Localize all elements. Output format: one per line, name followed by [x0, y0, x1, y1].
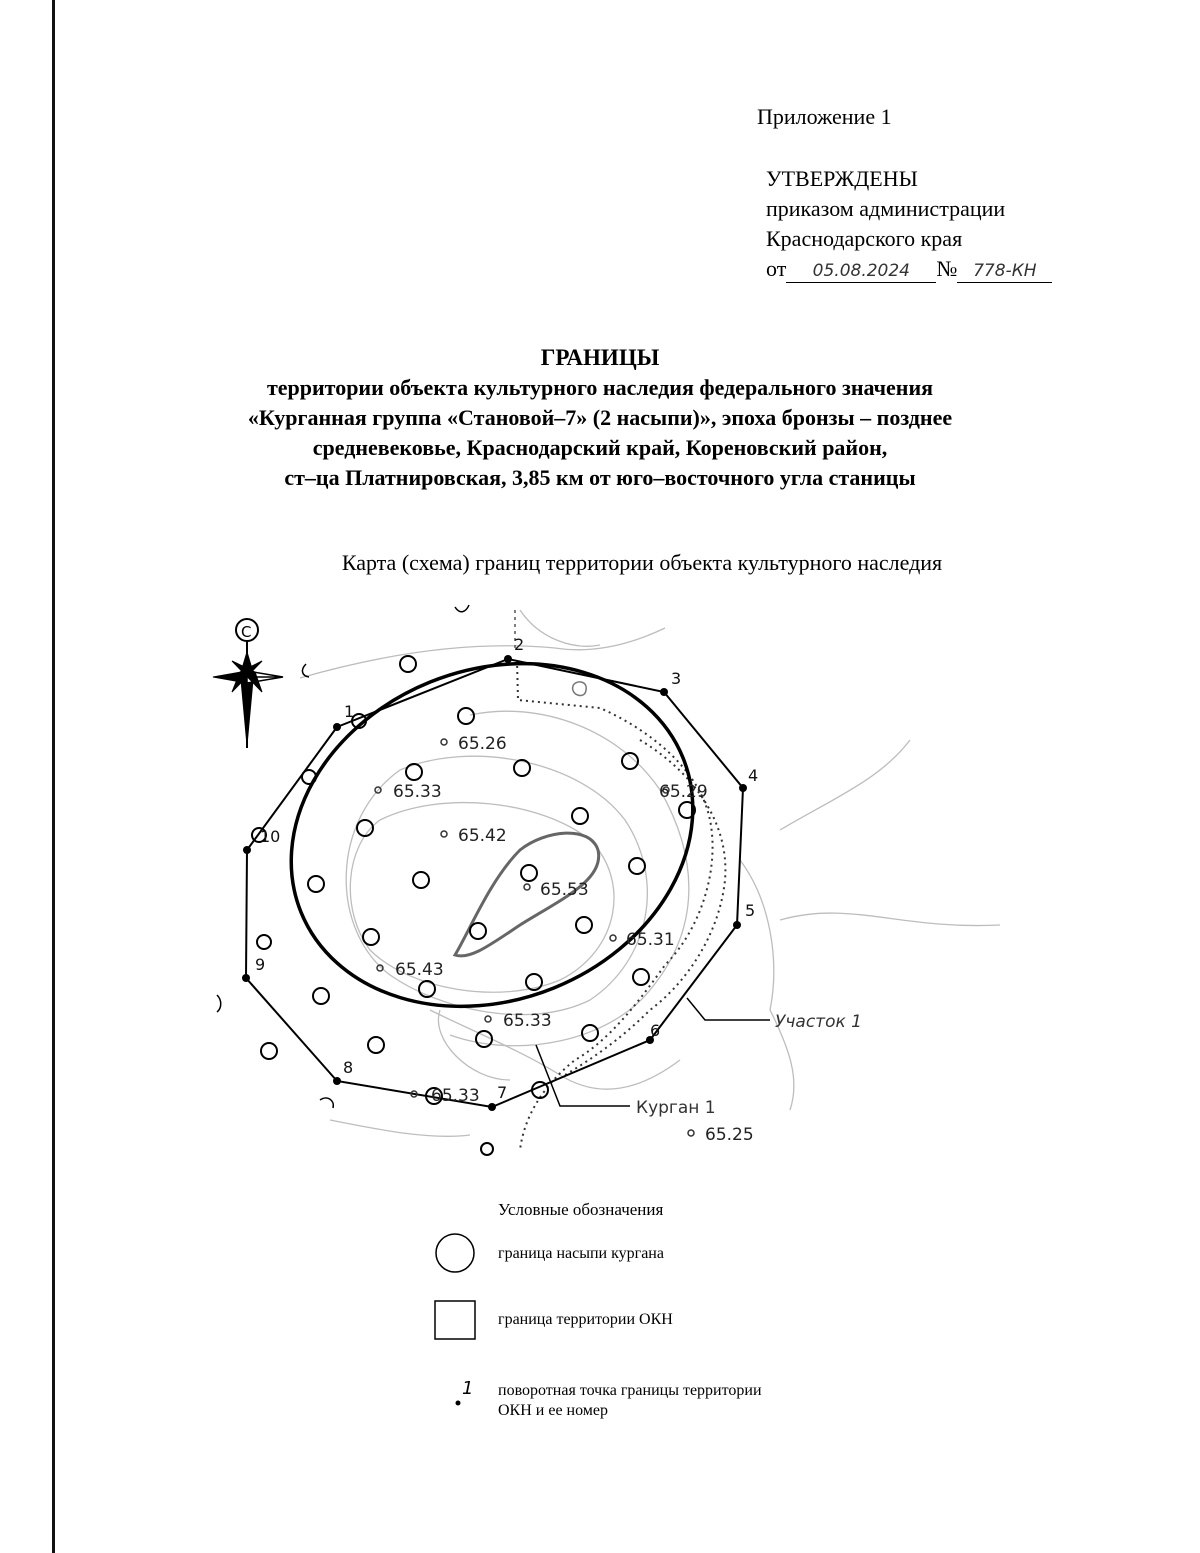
- edge-fragment-top: [455, 605, 469, 612]
- title-line-1: территории объекта культурного наследия федерального значения: [266, 375, 934, 400]
- survey-markers: [252, 656, 695, 1155]
- point-label-1: 1: [344, 702, 355, 721]
- compass-letter: С: [241, 623, 252, 641]
- title-heading: ГРАНИЦЫ: [540, 345, 660, 370]
- legend-title: Условные обозначения: [498, 1200, 664, 1219]
- elevation-7: 65.43: [395, 960, 444, 980]
- elevation-2: 65.33: [393, 782, 442, 802]
- mound-annotation: Курган 1: [636, 1098, 716, 1118]
- elevation-5: 65.53: [540, 880, 589, 900]
- elevation-3: 65.29: [659, 782, 708, 802]
- legend-turning-point-line-2: ОКН и ее номер: [498, 1402, 609, 1419]
- edge-fragment-far-left: [217, 995, 221, 1012]
- area-annotation: Участок 1: [775, 1012, 862, 1032]
- elevation-6: 65.31: [626, 930, 675, 950]
- point-label-8: 8: [343, 1058, 354, 1077]
- elevation-4: 65.42: [458, 826, 507, 846]
- legend-territory-label: граница территории ОКН: [498, 1311, 673, 1328]
- legend-mound-symbol: [436, 1234, 474, 1272]
- point-label-2: 2: [514, 635, 525, 654]
- point-label-9: 9: [255, 955, 266, 974]
- legend-turning-point-line-1: поворотная точка границы территории: [498, 1382, 762, 1399]
- elevation-1: 65.26: [458, 734, 507, 754]
- point-label-10: 10: [260, 827, 281, 846]
- order-line-1: приказом администрации: [766, 196, 1006, 221]
- number-prefix: №: [936, 256, 958, 281]
- title-line-3: средневековье, Краснодарский край, Кореновский район,: [312, 435, 888, 460]
- dotted-track-1: [517, 660, 713, 1150]
- edge-fragment-bottom: [320, 1098, 333, 1108]
- point-label-3: 3: [671, 669, 682, 688]
- small-feature: [573, 682, 587, 696]
- elevation-10: 65.25: [705, 1125, 754, 1145]
- map-subtitle: Карта (схема) границ территории объекта культурного наследия: [341, 550, 943, 575]
- appendix-label: Приложение 1: [757, 104, 892, 129]
- legend-turning-point-label: [498, 1381, 762, 1421]
- elevation-9: 65.33: [431, 1086, 480, 1106]
- point-label-4: 4: [748, 766, 759, 785]
- point-label-5: 5: [745, 901, 756, 920]
- point-label-7: 7: [497, 1083, 508, 1102]
- edge-fragment-left: [302, 664, 309, 677]
- date-prefix: от: [766, 256, 787, 281]
- compass-icon: [213, 619, 283, 748]
- legend-territory-symbol: [435, 1301, 475, 1339]
- order-date: 05.08.2024: [786, 260, 936, 283]
- legend-point-number: 1: [462, 1378, 474, 1399]
- order-number: 778-КН: [957, 260, 1052, 283]
- legend-point-symbol: [456, 1401, 461, 1406]
- point-label-6: 6: [650, 1021, 661, 1040]
- legend-mound-label: граница насыпи кургана: [498, 1245, 664, 1262]
- title-line-4: ст–ца Платнировская, 3,85 км от юго–восточного угла станицы: [284, 465, 916, 490]
- elevation-8: 65.33: [503, 1011, 552, 1031]
- area-leader-line: [687, 998, 770, 1020]
- approved-heading: УТВЕРЖДЕНЫ: [766, 166, 918, 191]
- title-line-2: «Курганная группа «Становой–7» (2 насыпи)», эпоха бронзы – позднее: [247, 405, 953, 430]
- order-line-2: Краснодарского края: [766, 226, 963, 251]
